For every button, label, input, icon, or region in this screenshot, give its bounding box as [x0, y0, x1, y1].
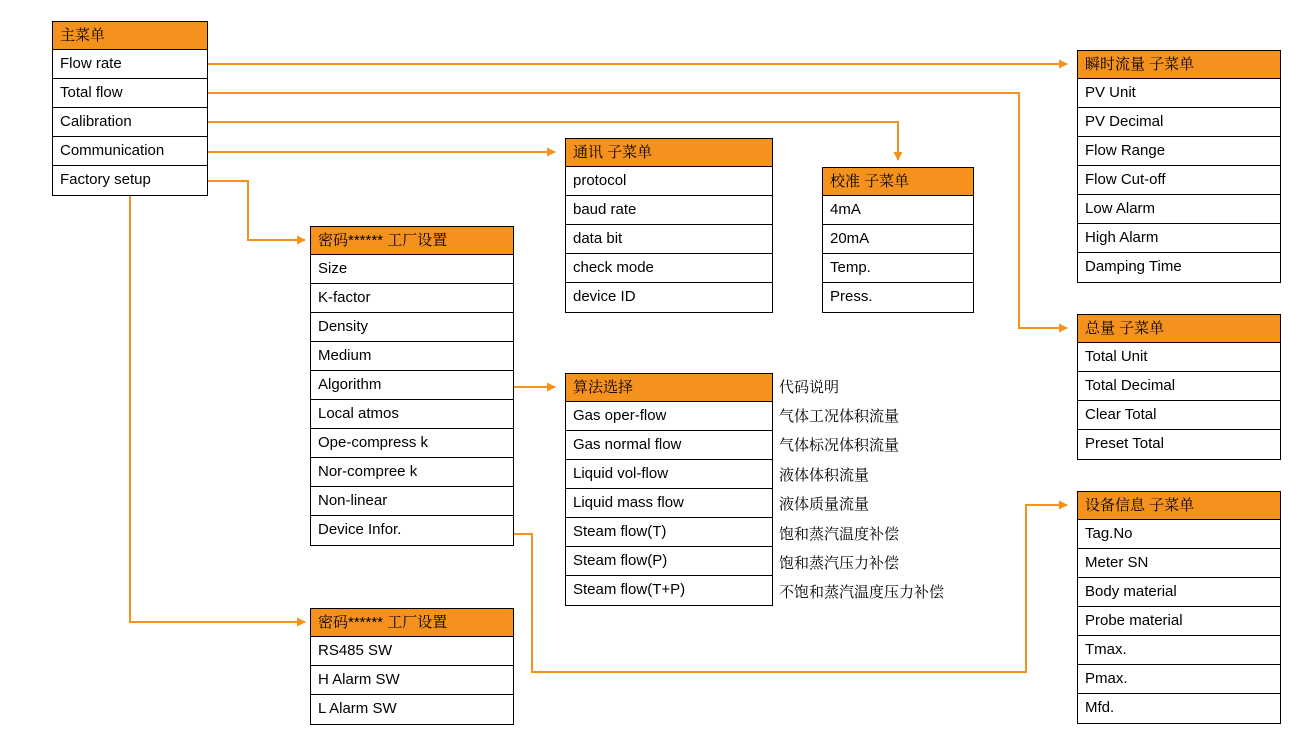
annotation-row-5: 饱和蒸汽压力补偿 [779, 555, 900, 572]
menu-item-local-atmos[interactable]: Local atmos [311, 400, 513, 429]
menu-item-communication[interactable]: Communication [53, 137, 207, 166]
menu-item-factory-setup[interactable]: Factory setup [53, 166, 207, 195]
menu-item-steam-flow-p[interactable]: Steam flow(P) [566, 547, 772, 576]
menu-item-steam-flow-t[interactable]: Steam flow(T) [566, 518, 772, 547]
menu-item-calibration[interactable]: Calibration [53, 108, 207, 137]
menu-item-device-id[interactable]: device ID [566, 283, 772, 312]
menu-item-preset-total[interactable]: Preset Total [1078, 430, 1280, 459]
menu-item-check-mode[interactable]: check mode [566, 254, 772, 283]
annotation-row-2: 液体体积流量 [779, 467, 870, 484]
menu-item-rs485-sw[interactable]: RS485 SW [311, 637, 513, 666]
menu-item-tmax[interactable]: Tmax. [1078, 636, 1280, 665]
box-communication-submenu-title: 通讯 子菜单 [566, 139, 772, 167]
menu-item-liquid-mass-flow[interactable]: Liquid mass flow [566, 489, 772, 518]
menu-item-flow-cut-off[interactable]: Flow Cut-off [1078, 166, 1280, 195]
menu-item-size[interactable]: Size [311, 255, 513, 284]
menu-item-flow-range[interactable]: Flow Range [1078, 137, 1280, 166]
box-calibration-submenu-title: 校准 子菜单 [823, 168, 973, 196]
annotation-row-1: 气体标况体积流量 [779, 437, 900, 454]
menu-item-tag-no[interactable]: Tag.No [1078, 520, 1280, 549]
box-device-info-submenu-title: 设备信息 子菜单 [1078, 492, 1280, 520]
menu-item-steam-flow-tp[interactable]: Steam flow(T+P) [566, 576, 772, 605]
menu-item-meter-sn[interactable]: Meter SN [1078, 549, 1280, 578]
box-algorithm-selection-title: 算法选择 [566, 374, 772, 402]
menu-item-pmax[interactable]: Pmax. [1078, 665, 1280, 694]
menu-item-nor-compree-k[interactable]: Nor-compree k [311, 458, 513, 487]
menu-item-ope-compress-k[interactable]: Ope-compress k [311, 429, 513, 458]
box-device-info-submenu [1077, 491, 1281, 724]
menu-item-total-decimal[interactable]: Total Decimal [1078, 372, 1280, 401]
menu-item-damping-time[interactable]: Damping Time [1078, 253, 1280, 282]
annotation-row-0: 气体工况体积流量 [779, 408, 900, 425]
menu-item-data-bit[interactable]: data bit [566, 225, 772, 254]
menu-item-mfd[interactable]: Mfd. [1078, 694, 1280, 723]
annotation-row-6: 不饱和蒸汽温度压力补偿 [779, 584, 945, 601]
menu-item-clear-total[interactable]: Clear Total [1078, 401, 1280, 430]
menu-item-20ma[interactable]: 20mA [823, 225, 973, 254]
menu-item-total-flow[interactable]: Total flow [53, 79, 207, 108]
box-main-menu-title: 主菜单 [53, 22, 207, 50]
menu-item-gas-normal-flow[interactable]: Gas normal flow [566, 431, 772, 460]
menu-item-k-factor[interactable]: K-factor [311, 284, 513, 313]
menu-item-total-unit[interactable]: Total Unit [1078, 343, 1280, 372]
menu-item-non-linear[interactable]: Non-linear [311, 487, 513, 516]
menu-item-device-infor[interactable]: Device Infor. [311, 516, 513, 545]
menu-item-press[interactable]: Press. [823, 283, 973, 312]
menu-item-protocol[interactable]: protocol [566, 167, 772, 196]
menu-item-pv-unit[interactable]: PV Unit [1078, 79, 1280, 108]
box-communication-submenu [565, 138, 773, 313]
annotation-row-4: 饱和蒸汽温度补偿 [779, 526, 900, 543]
menu-item-high-alarm[interactable]: High Alarm [1078, 224, 1280, 253]
menu-item-pv-decimal[interactable]: PV Decimal [1078, 108, 1280, 137]
menu-item-l-alarm-sw[interactable]: L Alarm SW [311, 695, 513, 724]
box-main-menu [52, 21, 208, 196]
menu-item-density[interactable]: Density [311, 313, 513, 342]
menu-item-medium[interactable]: Medium [311, 342, 513, 371]
menu-item-flow-rate[interactable]: Flow rate [53, 50, 207, 79]
menu-item-baud-rate[interactable]: baud rate [566, 196, 772, 225]
box-total-flow-submenu-title: 总量 子菜单 [1078, 315, 1280, 343]
box-factory-setup-secondary-title: 密码****** 工厂设置 [311, 609, 513, 637]
box-factory-setup-primary-title: 密码****** 工厂设置 [311, 227, 513, 255]
menu-item-probe-material[interactable]: Probe material [1078, 607, 1280, 636]
menu-item-gas-oper-flow[interactable]: Gas oper-flow [566, 402, 772, 431]
menu-item-liquid-vol-flow[interactable]: Liquid vol-flow [566, 460, 772, 489]
annotation-row-3: 液体质量流量 [779, 496, 870, 513]
menu-item-4ma[interactable]: 4mA [823, 196, 973, 225]
box-factory-setup-secondary [310, 608, 514, 725]
box-total-flow-submenu [1077, 314, 1281, 460]
box-algorithm-selection [565, 373, 773, 606]
annotation-header: 代码说明 [779, 379, 840, 396]
box-factory-setup-primary [310, 226, 514, 546]
box-flow-rate-submenu [1077, 50, 1281, 283]
box-flow-rate-submenu-title: 瞬时流量 子菜单 [1078, 51, 1280, 79]
menu-item-h-alarm-sw[interactable]: H Alarm SW [311, 666, 513, 695]
menu-item-low-alarm[interactable]: Low Alarm [1078, 195, 1280, 224]
menu-item-body-material[interactable]: Body material [1078, 578, 1280, 607]
box-calibration-submenu [822, 167, 974, 313]
menu-item-temp[interactable]: Temp. [823, 254, 973, 283]
menu-item-algorithm[interactable]: Algorithm [311, 371, 513, 400]
